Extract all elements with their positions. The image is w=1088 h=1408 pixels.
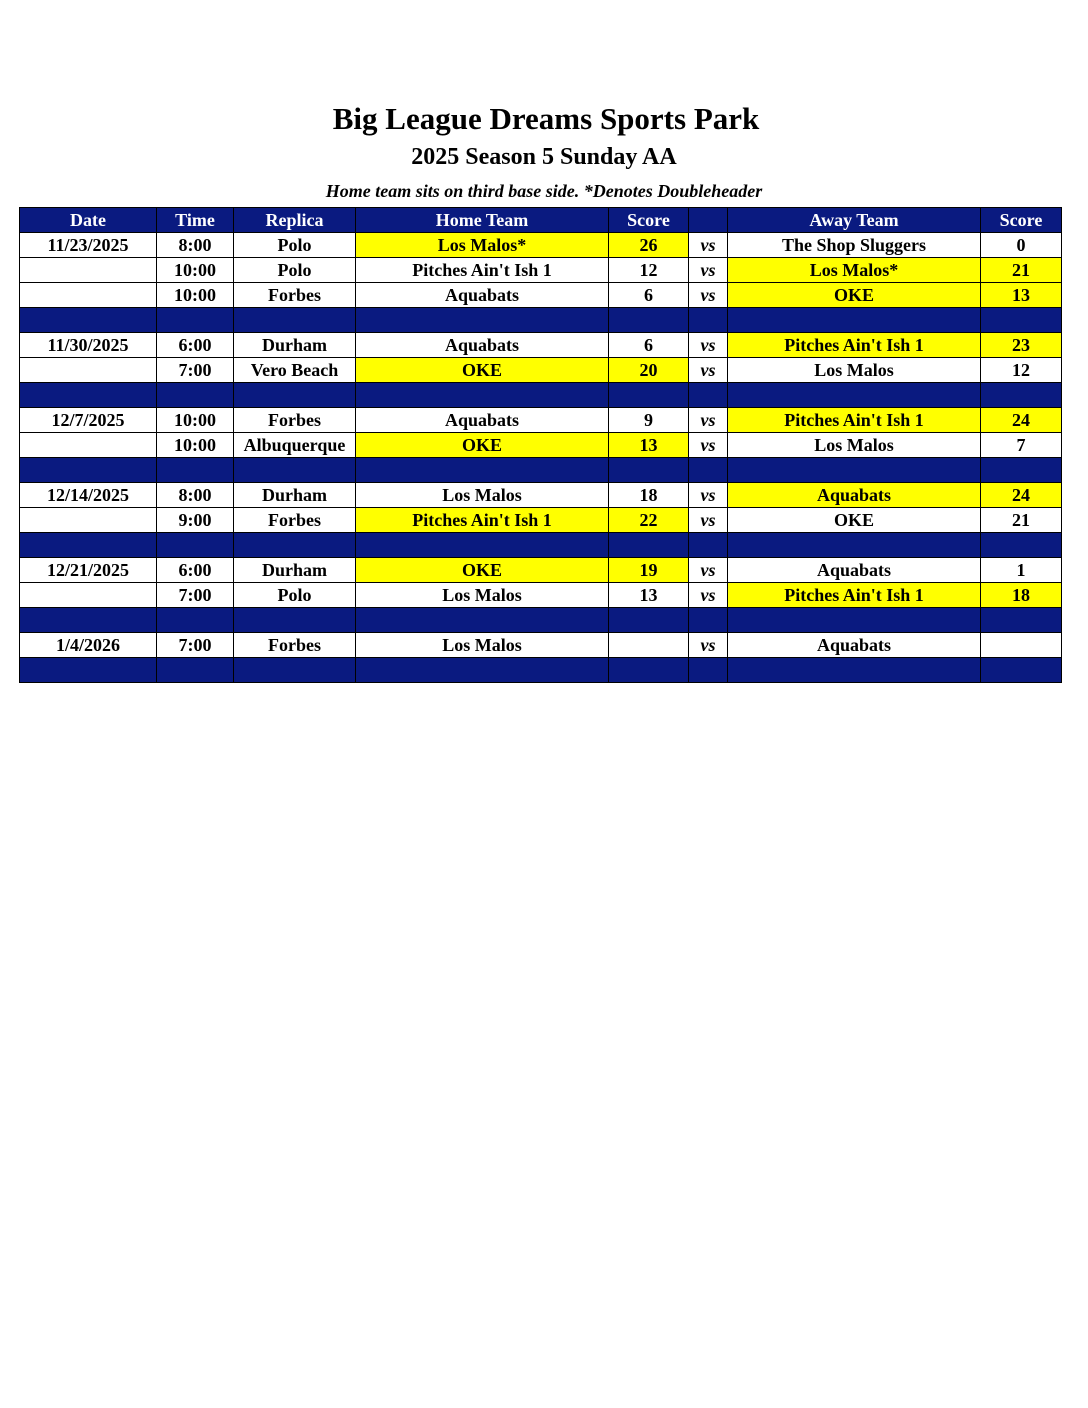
schedule-body bbox=[20, 233, 1062, 683]
table-row bbox=[20, 433, 1062, 458]
col-header-home-team: Home Team bbox=[356, 208, 609, 233]
separator-cell bbox=[234, 383, 356, 408]
away-score-cell: 13 bbox=[981, 283, 1062, 308]
time-cell: 10:00 bbox=[157, 433, 234, 458]
separator-cell bbox=[157, 458, 234, 483]
date-cell bbox=[20, 433, 157, 458]
home-score-cell: 19 bbox=[609, 558, 689, 583]
separator-cell bbox=[728, 458, 981, 483]
vs-cell: vs bbox=[689, 583, 728, 608]
separator-cell bbox=[234, 308, 356, 333]
separator-cell bbox=[356, 658, 609, 683]
separator-cell bbox=[609, 533, 689, 558]
col-header-time: Time bbox=[157, 208, 234, 233]
away-team-cell: Pitches Ain't Ish 1 bbox=[728, 408, 981, 433]
away-score-cell bbox=[981, 633, 1062, 658]
separator-cell bbox=[728, 308, 981, 333]
home-score-cell: 18 bbox=[609, 483, 689, 508]
away-team-cell: Los Malos* bbox=[728, 258, 981, 283]
home-team-cell: Aquabats bbox=[356, 408, 609, 433]
separator-cell bbox=[981, 533, 1062, 558]
vs-cell: vs bbox=[689, 558, 728, 583]
separator-row bbox=[20, 383, 1062, 408]
table-row bbox=[20, 508, 1062, 533]
separator-cell bbox=[356, 383, 609, 408]
away-team-cell: Aquabats bbox=[728, 633, 981, 658]
separator-cell bbox=[689, 458, 728, 483]
separator-cell bbox=[234, 458, 356, 483]
separator-cell bbox=[689, 533, 728, 558]
doubleheader-note: Home team sits on third base side. *Denotes Doubleheader bbox=[325, 181, 763, 201]
home-team-cell: OKE bbox=[356, 558, 609, 583]
separator-cell bbox=[157, 383, 234, 408]
away-score-cell: 23 bbox=[981, 333, 1062, 358]
home-score-cell: 9 bbox=[609, 408, 689, 433]
separator-row bbox=[20, 608, 1062, 633]
away-score-cell: 24 bbox=[981, 408, 1062, 433]
date-cell bbox=[20, 258, 157, 283]
away-score-cell: 21 bbox=[981, 258, 1062, 283]
time-cell: 7:00 bbox=[157, 583, 234, 608]
separator-cell bbox=[981, 658, 1062, 683]
date-cell: 1/4/2026 bbox=[20, 633, 157, 658]
separator-cell bbox=[689, 608, 728, 633]
home-team-cell: Aquabats bbox=[356, 283, 609, 308]
home-team-cell: Pitches Ain't Ish 1 bbox=[356, 508, 609, 533]
separator-cell bbox=[20, 458, 157, 483]
home-team-cell: OKE bbox=[356, 358, 609, 383]
home-score-cell: 6 bbox=[609, 283, 689, 308]
table-row bbox=[20, 483, 1062, 508]
vs-cell: vs bbox=[689, 408, 728, 433]
away-score-cell: 21 bbox=[981, 508, 1062, 533]
separator-cell bbox=[157, 533, 234, 558]
replica-cell: Polo bbox=[234, 258, 356, 283]
col-header-away-team: Away Team bbox=[728, 208, 981, 233]
date-cell: 12/21/2025 bbox=[20, 558, 157, 583]
replica-cell: Forbes bbox=[234, 283, 356, 308]
vs-cell: vs bbox=[689, 333, 728, 358]
date-cell: 12/7/2025 bbox=[20, 408, 157, 433]
separator-cell bbox=[609, 383, 689, 408]
vs-cell: vs bbox=[689, 283, 728, 308]
time-cell: 8:00 bbox=[157, 233, 234, 258]
separator-cell bbox=[356, 308, 609, 333]
home-team-cell: Los Malos bbox=[356, 633, 609, 658]
home-team-cell: Los Malos bbox=[356, 583, 609, 608]
time-cell: 10:00 bbox=[157, 258, 234, 283]
table-row bbox=[20, 408, 1062, 433]
home-team-cell: Los Malos bbox=[356, 483, 609, 508]
date-cell: 11/23/2025 bbox=[20, 233, 157, 258]
separator-cell bbox=[609, 658, 689, 683]
time-cell: 9:00 bbox=[157, 508, 234, 533]
separator-cell bbox=[356, 608, 609, 633]
separator-row bbox=[20, 458, 1062, 483]
home-score-cell: 20 bbox=[609, 358, 689, 383]
replica-cell: Durham bbox=[234, 558, 356, 583]
separator-row bbox=[20, 308, 1062, 333]
separator-cell bbox=[609, 608, 689, 633]
away-score-cell: 24 bbox=[981, 483, 1062, 508]
table-row bbox=[20, 633, 1062, 658]
separator-cell bbox=[728, 383, 981, 408]
away-team-cell: OKE bbox=[728, 508, 981, 533]
home-team-cell: Los Malos* bbox=[356, 233, 609, 258]
home-team-cell: OKE bbox=[356, 433, 609, 458]
away-score-cell: 12 bbox=[981, 358, 1062, 383]
replica-cell: Forbes bbox=[234, 633, 356, 658]
separator-cell bbox=[234, 658, 356, 683]
table-row bbox=[20, 233, 1062, 258]
separator-cell bbox=[981, 308, 1062, 333]
separator-cell bbox=[728, 658, 981, 683]
vs-cell: vs bbox=[689, 433, 728, 458]
table-row bbox=[20, 333, 1062, 358]
separator-cell bbox=[356, 458, 609, 483]
home-score-cell bbox=[609, 633, 689, 658]
home-score-cell: 22 bbox=[609, 508, 689, 533]
date-cell bbox=[20, 508, 157, 533]
vs-cell: vs bbox=[689, 508, 728, 533]
time-cell: 10:00 bbox=[157, 283, 234, 308]
away-team-cell: Pitches Ain't Ish 1 bbox=[728, 583, 981, 608]
page-subtitle: 2025 Season 5 Sunday AA bbox=[411, 144, 677, 170]
home-score-cell: 26 bbox=[609, 233, 689, 258]
time-cell: 8:00 bbox=[157, 483, 234, 508]
col-header-away-score: Score bbox=[981, 208, 1062, 233]
away-score-cell: 7 bbox=[981, 433, 1062, 458]
away-team-cell: Aquabats bbox=[728, 483, 981, 508]
separator-cell bbox=[157, 608, 234, 633]
away-score-cell: 1 bbox=[981, 558, 1062, 583]
away-score-cell: 18 bbox=[981, 583, 1062, 608]
separator-cell bbox=[728, 533, 981, 558]
vs-cell: vs bbox=[689, 233, 728, 258]
date-cell bbox=[20, 283, 157, 308]
vs-cell: vs bbox=[689, 258, 728, 283]
col-header-replica: Replica bbox=[234, 208, 356, 233]
home-team-cell: Pitches Ain't Ish 1 bbox=[356, 258, 609, 283]
table-row bbox=[20, 258, 1062, 283]
home-score-cell: 12 bbox=[609, 258, 689, 283]
separator-cell bbox=[234, 533, 356, 558]
vs-cell: vs bbox=[689, 358, 728, 383]
separator-cell bbox=[234, 608, 356, 633]
separator-row bbox=[20, 533, 1062, 558]
home-score-cell: 13 bbox=[609, 583, 689, 608]
separator-cell bbox=[728, 608, 981, 633]
separator-cell bbox=[20, 658, 157, 683]
home-score-cell: 6 bbox=[609, 333, 689, 358]
replica-cell: Durham bbox=[234, 483, 356, 508]
away-team-cell: OKE bbox=[728, 283, 981, 308]
col-header-home-score: Score bbox=[609, 208, 689, 233]
separator-cell bbox=[609, 458, 689, 483]
separator-cell bbox=[20, 533, 157, 558]
away-score-cell: 0 bbox=[981, 233, 1062, 258]
away-team-cell: The Shop Sluggers bbox=[728, 233, 981, 258]
away-team-cell: Los Malos bbox=[728, 358, 981, 383]
table-row bbox=[20, 283, 1062, 308]
replica-cell: Durham bbox=[234, 333, 356, 358]
date-cell bbox=[20, 358, 157, 383]
col-header-date: Date bbox=[20, 208, 157, 233]
date-cell: 12/14/2025 bbox=[20, 483, 157, 508]
col-header-vs bbox=[689, 208, 728, 233]
separator-cell bbox=[981, 608, 1062, 633]
separator-cell bbox=[157, 658, 234, 683]
separator-cell bbox=[157, 308, 234, 333]
separator-cell bbox=[981, 383, 1062, 408]
replica-cell: Polo bbox=[234, 233, 356, 258]
home-team-cell: Aquabats bbox=[356, 333, 609, 358]
separator-cell bbox=[356, 533, 609, 558]
header-row bbox=[20, 208, 1062, 233]
table-row bbox=[20, 558, 1062, 583]
separator-cell bbox=[689, 658, 728, 683]
replica-cell: Forbes bbox=[234, 508, 356, 533]
separator-cell bbox=[689, 308, 728, 333]
separator-cell bbox=[20, 608, 157, 633]
replica-cell: Polo bbox=[234, 583, 356, 608]
home-score-cell: 13 bbox=[609, 433, 689, 458]
away-team-cell: Los Malos bbox=[728, 433, 981, 458]
vs-cell: vs bbox=[689, 483, 728, 508]
separator-cell bbox=[20, 308, 157, 333]
date-cell: 11/30/2025 bbox=[20, 333, 157, 358]
time-cell: 7:00 bbox=[157, 633, 234, 658]
table-row bbox=[20, 358, 1062, 383]
time-cell: 10:00 bbox=[157, 408, 234, 433]
away-team-cell: Pitches Ain't Ish 1 bbox=[728, 333, 981, 358]
time-cell: 6:00 bbox=[157, 558, 234, 583]
separator-cell bbox=[20, 383, 157, 408]
separator-cell bbox=[981, 458, 1062, 483]
page-title: Big League Dreams Sports Park bbox=[332, 101, 760, 136]
date-cell bbox=[20, 583, 157, 608]
vs-cell: vs bbox=[689, 633, 728, 658]
time-cell: 6:00 bbox=[157, 333, 234, 358]
table-row bbox=[20, 583, 1062, 608]
schedule-table bbox=[19, 207, 1062, 683]
time-cell: 7:00 bbox=[157, 358, 234, 383]
away-team-cell: Aquabats bbox=[728, 558, 981, 583]
separator-cell bbox=[689, 383, 728, 408]
replica-cell: Albuquerque bbox=[234, 433, 356, 458]
replica-cell: Forbes bbox=[234, 408, 356, 433]
replica-cell: Vero Beach bbox=[234, 358, 356, 383]
separator-cell bbox=[609, 308, 689, 333]
separator-row bbox=[20, 658, 1062, 683]
